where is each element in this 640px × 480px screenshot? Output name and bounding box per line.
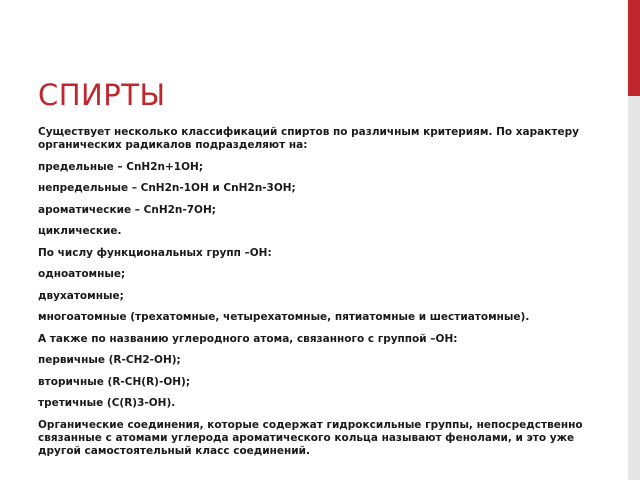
paragraph-monohydric: одноатомные; xyxy=(38,268,126,280)
accent-bar-bottom xyxy=(628,96,640,480)
paragraph-functional-groups: По числу функциональных групп –OH: xyxy=(38,246,272,259)
paragraph-unsaturated: непредельные – CnH2n-1OH и CnH2n-3OH; xyxy=(38,182,296,194)
accent-bar xyxy=(628,0,640,480)
accent-bar-top xyxy=(628,0,640,96)
paragraph-dihydric: двухатомные; xyxy=(38,289,124,302)
slide-title: СПИРТЫ xyxy=(38,78,166,112)
paragraph-primary: первичные (R-CH2-OH); xyxy=(38,354,181,366)
paragraph-cyclic: циклические. xyxy=(38,225,122,237)
paragraph-secondary: вторичные (R-CH(R)-OH); xyxy=(38,375,191,388)
paragraph-aromatic: ароматические – CnH2n-7OH; xyxy=(38,203,216,216)
paragraph-saturated: предельные – CnH2n+1OH; xyxy=(38,160,204,173)
paragraph-carbon-atom: А также по названию углеродного атома, связанного с группой –OH: xyxy=(38,332,458,345)
paragraph-phenols: Органические соединения, которые содержат гидроксильные группы, непосредственно связанные с атомами углерода ароматического кольца называют фенолами, и это уже другой самостоятельный класс соединений. xyxy=(38,418,583,457)
slide-body xyxy=(38,126,598,466)
paragraph-tertiary: третичные (C(R)3-OH). xyxy=(38,397,176,409)
paragraph-intro: Существует несколько классификаций спиртов по различным критериям. По характеру органических радикалов подразделяют на: xyxy=(38,126,579,151)
paragraph-polyhydric: многоатомные (трехатомные, четырехатомные, пятиатомные и шестиатомные). xyxy=(38,311,530,323)
